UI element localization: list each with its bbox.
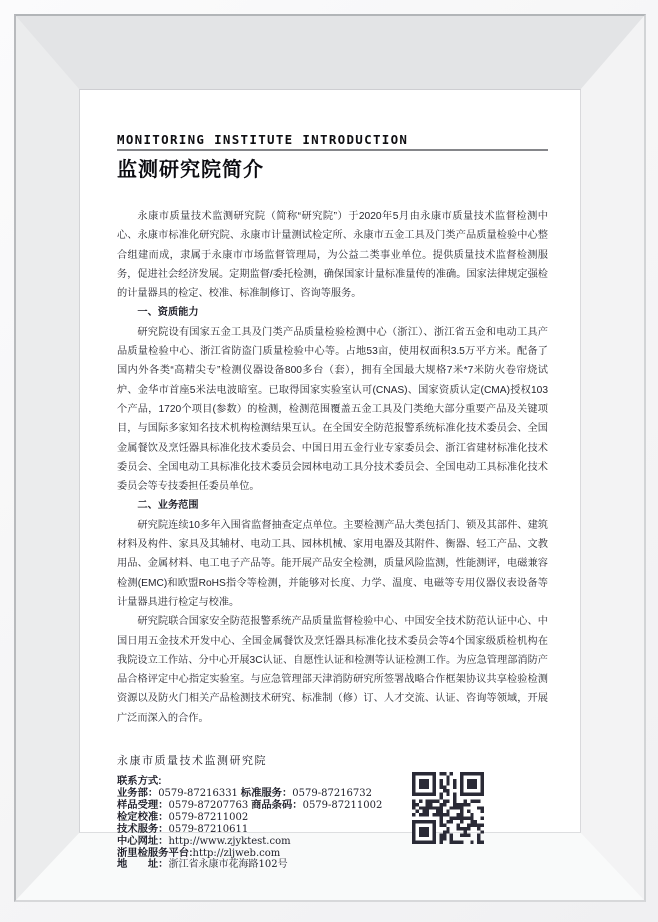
section1-heading: 一、资质能力 (137, 307, 199, 319)
organization-name: 永康市质量技术监测研究院 (117, 754, 267, 768)
document-body (117, 207, 548, 728)
section2-paragraph-2: 研究院联合国家安全防范报警系统产品质量监督检验中心、中国安全技术防范认证中心、中国日用五金技术开发中心、全国金属餐饮及烹饪器具标准化技术委员会等4个国家级质检机构在我院设立工作站、分中心开展3C认证、自愿性认证和检测等认证检测工作。为应急管理部消防产品合格评定中心指定实验室。与应急管理部天津消防研究所签署战略合作框架协议共享检验检测资源以及防火门相关产品检测技术研究、标准制（修）订、人才交流、认证、咨询等领域，开展广泛而深入的合作。 (117, 616, 548, 724)
contact-label: 标准服务： (240, 788, 293, 800)
contact-row (117, 848, 548, 860)
section2-paragraph-1: 研究院连续10多年入围省监督抽查定点单位。主要检测产品大类包括门、锁及其部件、建筑材料及构件、家具及其辅材、电动工具、园林机械、家用电器及其附件、衡器、轻工产品、文教用品、金属材料、电工电子产品等。能开展产品安全检测，质量风险监测，性能测评，电磁兼容检测(EMC)和欧盟RoHS指令等检测，并能够对长度、力学、温度、电磁等专用仪器仪表设备等计量器具进行检定与校准。 (117, 519, 548, 608)
contact-value: 0579-87216331 (158, 788, 238, 800)
document-page (80, 90, 580, 871)
contact-label: 技术服务： (117, 823, 169, 835)
contact-value: 0579-87207763 (168, 799, 249, 811)
contact-label: 中心网址： (117, 835, 169, 847)
section1-paragraph: 研究院设有国家五金工具及门类产品质量检验检测中心（浙江）、浙江省五金和电动工具产品质量检验中心、浙江省防盗门质量检验中心等。占地53亩，使用权面积3.5万平方米。配备了国内外各类“高精尖专”检测仪器设备800多台（套），拥有全国最大规格7米*7米防火卷帘烧试炉、金华市首座5米法电波暗室。已取得国家实验室认可(CNAS)、国家资质认定(CMA)授权103个产品，1720个项目(参数）的检测，检测范围覆盖五金工具及门类绝大部分重要产品及关键项目，与国际多家知名技术机构检测结果互认。在全国安全防范报警系统标准化技术委员会、全国金属餐饮及烹饪器具标准化技术委员会、中国日用五金行业专家委员会、浙江省建材标准化技术委员会、全国电动工具标准化技术委员会园林电动工具分技术委员会、全国电动工具标准化技术委员会等专技委担任委员单位。 (117, 326, 548, 493)
contact-value website-url: http://www.zjyktest.com (168, 835, 291, 847)
page-title-english: MONITORING INSTITUTE INTRODUCTION (117, 132, 409, 147)
contact-row (117, 859, 548, 871)
contact-value website-url: http://zljweb.com (192, 847, 281, 859)
contact-value: 0579-87211002 (302, 799, 383, 811)
qr-code-image (412, 772, 484, 844)
qr-code (412, 772, 484, 844)
contact-label: 样品受理： (117, 799, 169, 811)
contact-value: 0579-87211002 (168, 811, 249, 823)
contact-label: 检定校准： (117, 811, 169, 823)
contact-label: 业务部： (117, 788, 159, 800)
contact-label: 商品条码： (251, 799, 303, 811)
contact-value: 0579-87210611 (168, 823, 249, 835)
page-title-chinese: 监测研究院简介 (117, 159, 264, 181)
contact-label: 地 址： (117, 859, 169, 871)
contact-heading: 联系方式: (117, 776, 162, 788)
intro-paragraph: 永康市质量技术监测研究院（简称“研究院”）于2020年5月由永康市质量技术监督检测中心、永康市标准化研究院、永康市计量测试检定所、永康市五金工具及门类产品质量检验中心整合组建而成，隶属于永康市市场监督管理局，为公益二类事业单位。提供质量技术监督检测服务，促进社会经济发展。定期监督/委托检测，确保国家计量标准量传的准确。国家法律规定强检的计量器具的检定、校准、标准制修订、咨询等服务。 (117, 211, 548, 300)
section2-heading: 二、业务范围 (137, 500, 199, 512)
contact-value: 浙江省永康市花海路102号 (168, 859, 288, 871)
title-divider (117, 149, 548, 151)
contact-label: 浙里检服务平台: (117, 847, 193, 859)
contact-footer (117, 752, 548, 871)
contact-value: 0579-87216732 (292, 788, 373, 800)
